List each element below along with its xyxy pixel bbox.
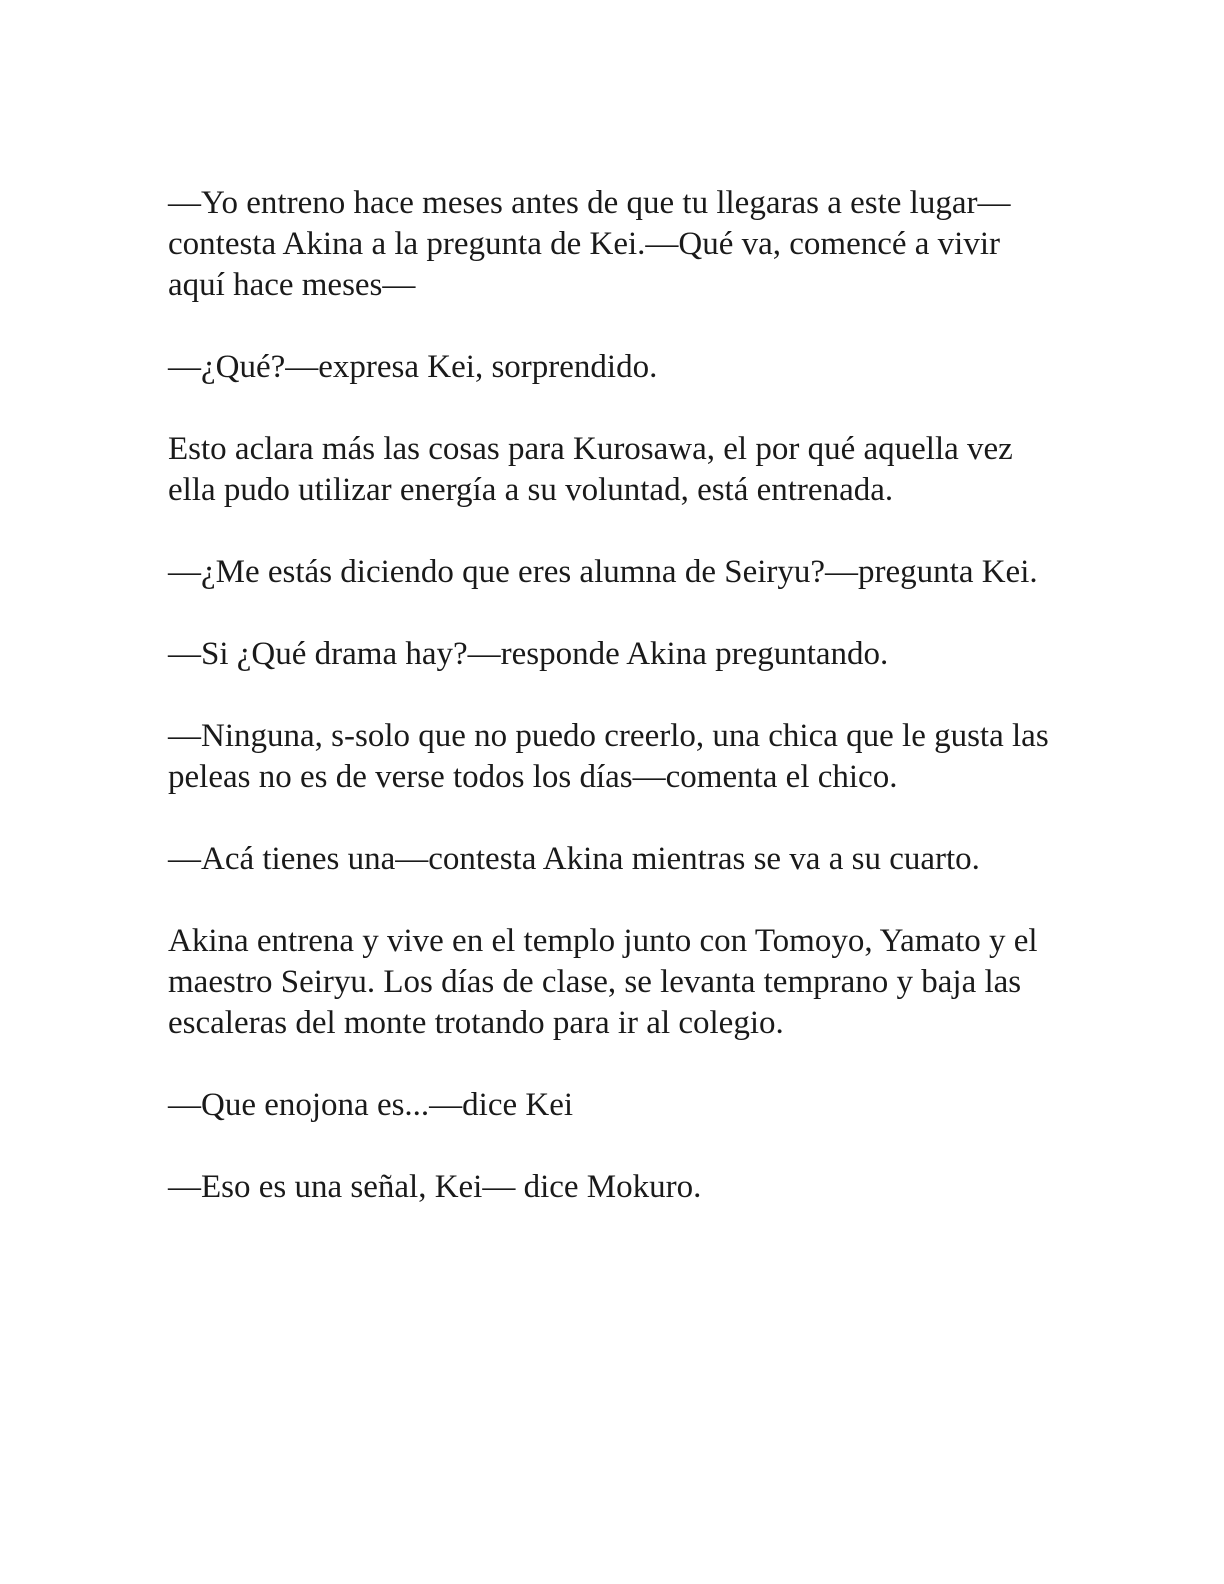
document-body [168, 183, 1058, 1249]
paragraph: —Ninguna, s-solo que no puedo creerlo, una chica que le gusta las peleas no es de verse todos los días—comenta el chico. [168, 718, 1049, 795]
paragraph: —¿Qué?—expresa Kei, sorprendido. [168, 349, 658, 385]
paragraph: —Eso es una señal, Kei— dice Mokuro. [168, 1169, 702, 1205]
paragraph: —¿Me estás diciendo que eres alumna de Seiryu?—pregunta Kei. [168, 554, 1038, 590]
paragraph: —Yo entreno hace meses antes de que tu llegaras a este lugar—contesta Akina a la pregunta de Kei.—Qué va, comencé a vivir aquí hace meses— [168, 185, 1011, 303]
paragraph: —Si ¿Qué drama hay?—responde Akina preguntando. [168, 636, 889, 672]
paragraph: Esto aclara más las cosas para Kurosawa, el por qué aquella vez ella pudo utilizar energía a su voluntad, está entrenada. [168, 431, 1013, 508]
paragraph: —Que enojona es...—dice Kei [168, 1087, 574, 1123]
paragraph: —Acá tienes una—contesta Akina mientras se va a su cuarto. [168, 841, 980, 877]
paragraph: Akina entrena y vive en el templo junto con Tomoyo, Yamato y el maestro Seiryu. Los días de clase, se levanta temprano y baja las escaleras del monte trotando para ir al colegio. [168, 923, 1038, 1041]
